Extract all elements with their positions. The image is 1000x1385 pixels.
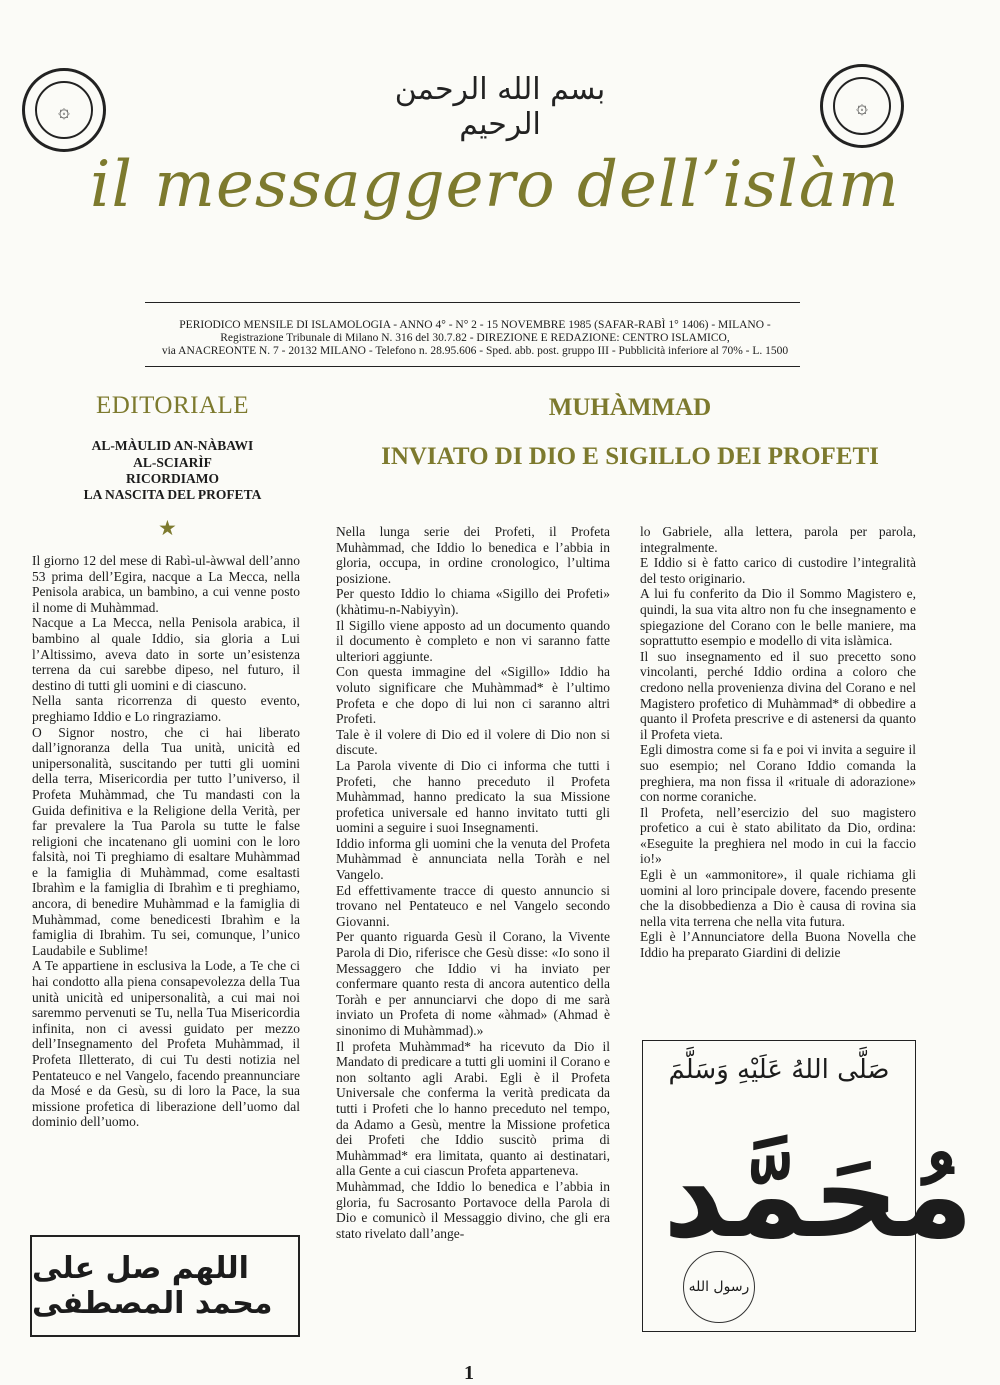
paragraph: Muhàmmad, che Iddio lo benedica e l’abbia in gloria, fu Sacrosanto Portavoce della Parola di Dio e comunicò il Messaggio divino, che gli era stato rivelato dall’ange- xyxy=(336,1178,610,1241)
paragraph: Egli dimostra come si fa e poi vi invita a seguire il suo esempio; nel Corano Iddio comanda la preghiera, ma non fissa il «rituale di adorazione» con norme coraniche. xyxy=(640,742,916,805)
paragraph: La Parola vivente di Dio ci informa che tutti i Profeti, che hanno preceduto il Profeta Muhàmmad, hanno predicato la sua Missione profetica universale ed hanno invitato tutti gli uomini a seguire i suoi Insegnamenti. xyxy=(336,757,610,836)
paragraph: Nacque a La Mecca, nella Penisola arabica, il bambino al quale Iddio, sia gloria a Lui l’Altissimo, aveva dato in sorte un’esistenza terrena da cui sarebbe dipeso, nel futuro, il destino di tutti gli uomini e di ciascuno. xyxy=(32,615,300,693)
paragraph: Tale è il volere di Dio ed il volere di Dio non si discute. xyxy=(336,726,610,758)
paragraph: Il suo insegnamento ed il suo precetto sono vincolanti, perché Iddio ordina a coloro che credono nella provenienza divina del Corano e nel Magistero profetico di Muhàmmad* di obbedire a quanto il Profeta prescrive e di astenersi da quanto il Profeta vieta. xyxy=(640,648,916,742)
paragraph: Egli è un «ammonitore», il quale richiama gli uomini al loro principale dovere, facendo presente che la disobbedienza a Dio è causa di rovina sia nella vita terrena che nella vita futura. xyxy=(640,867,916,929)
muhammad-calligraphy: مُحَمَّد xyxy=(663,1126,974,1265)
paragraph: Per quanto riguarda Gesù il Corano, la Vivente Parola di Dio, riferisce che Gesù disse: «Io sono il Messaggero che Iddio vi ha inviato per confermare quanto resta di ancora autentico della Toràh e per annunciarvi che dopo di me sarà inviato un Profeta di nome «àhmad» (Ahmad è sinonimo di Muhàmmad).» xyxy=(336,929,610,1038)
seal-inner-right: ۞ xyxy=(833,77,891,135)
paragraph: Egli è l’Annunciatore della Buona Novella che Iddio ha preparato Giardini di delizie xyxy=(640,929,916,961)
masthead-title: il messaggero dell’islàm xyxy=(90,148,900,222)
paragraph: Il Profeta, nell’esercizio del suo magistero profetico a cui è stato abilitato da Dio, ordina: «Eseguite la preghiera nel modo in cui la faccio io!» xyxy=(640,804,916,867)
paragraph: Per questo Iddio lo chiama «Sigillo dei Profeti» (khàtimu-n-Nabiyyìn). xyxy=(336,586,610,617)
paragraph: Il Sigillo viene apposto ad un documento quando il documento è completo e non vi saranno fatte ulteriori aggiunte. xyxy=(336,617,610,664)
basmala: بسم الله الرحمن الرحيم xyxy=(394,72,606,142)
article-column-3 xyxy=(640,524,916,961)
editorial-subtitle-1: AL-MÀULID AN-NÀBAWI xyxy=(91,438,254,453)
paragraph: Con questa immagine del «Sigillo» Iddio ha voluto significare che Muhàmmad* è l’ultimo Profeta e che dopo di lui non ci saranno altri Profeti. xyxy=(336,664,610,727)
info-line-3: via ANACREONTE N. 7 - 20132 MILANO - Telefono n. 28.95.606 - Sped. abb. post. gruppo III - Pubblicità inferiore al 70% - L. 1500 xyxy=(161,345,789,357)
page-number: 1 xyxy=(464,1362,474,1384)
editorial-subtitle-3: RICORDIAMO xyxy=(126,471,219,486)
paragraph: O Signor nostro, che ci hai liberato dall’ignoranza della Tua unità, unicità ed unipersonalità, suscitando per tutti gli uomini della terra, Misericordia per tutto l’universo, il Profeta Muhàmmad, che Tu mandasti con la Guida definitiva e la Religione della Verità, per far prevalere la Tua Parola su tutte le false religioni che incatenano gli uomini con le loro falsità, noi Ti preghiamo di esaltare Muhàmmad e la famiglia di Muhàmmad, come esaltasti Ibrahìm e la famiglia di Ibrahìm e ti preghiamo, ancora, di benedire Muhàmmad e la famiglia di Muhàmmad, come benedicesti Ibrahìm e la famiglia di Ibrahìm. Tu sei, comunque, l’unico Laudabile e Sublime! xyxy=(32,724,300,958)
seal-logo-left xyxy=(22,68,106,152)
paragraph: lo Gabriele, alla lettera, parola per parola, integralmente. xyxy=(640,524,916,555)
editorial-subtitle-4: LA NASCITA DEL PROFETA xyxy=(83,487,262,502)
article-subtitle: INVIATO DI DIO E SIGILLO DEI PROFETI xyxy=(381,443,879,470)
kufic-calligraphy: اللهم صل على محمد المصطفى xyxy=(32,1251,273,1321)
editorial-column xyxy=(32,553,300,1130)
paragraph: Il giorno 12 del mese di Rabì-ul-àwwal dell’anno 53 prima dell’Egira, nacque a La Mecca, nella Penisola arabica, un bambino, a cui venne posto il nome di Muhàmmad. xyxy=(32,553,300,615)
muhammad-calligraphy-box xyxy=(642,1040,974,1332)
paragraph: Nella santa ricorrenza di questo evento, preghiamo Iddio e Lo ringraziamo. xyxy=(32,693,300,724)
header-rule-bottom xyxy=(145,366,800,367)
paragraph: Iddio informa gli uomini che la venuta del Profeta Muhàmmad è annunciata nella Toràh e nel Vangelo. xyxy=(336,835,610,883)
paragraph: Il profeta Muhàmmad* ha ricevuto da Dio il Mandato di predicare a tutti gli uomini il Corano e non soltanto agli Arabi. Egli è il Profeta Universale che conferma la verità predicata da tutti i Profeti che lo hanno preceduto nel tempo, da Adamo a Gesù, mentre la Missione profetica dei Profeti che Iddio suscitò prima di Muhàmmad* era limitata, quanto ai destinatari, alla Gente a cui ciascun Profeta apparteneva. xyxy=(336,1038,610,1179)
editorial-subtitle-2: AL-SCIARÌF xyxy=(133,455,212,470)
rasul-allah-seal: رسول الله xyxy=(683,1251,755,1323)
paragraph: E Iddio si è fatto carico di custodire l’integralità del testo originario. xyxy=(640,555,916,586)
editorial-title: EDITORIALE xyxy=(95,392,250,419)
paragraph: Ed effettivamente tracce di questo annuncio si trovano nel Pentateuco e nel Vangelo secondo Giovanni. xyxy=(336,882,610,929)
salawat-text: صَلَّى اللهُ عَلَيْهِ وَسَلَّمَ xyxy=(668,1055,890,1085)
header-rule-top xyxy=(145,302,800,303)
paragraph: A lui fu conferito da Dio il Sommo Magistero e, quindi, la sua vita altro non fu che insegnamento e spiegazione del Corano con le belle maniere, ma soprattutto esempio e modello di vita islàmica. xyxy=(640,586,916,649)
kufic-calligraphy-box xyxy=(30,1235,300,1337)
paragraph: Nella lunga serie dei Profeti, il Profeta Muhàmmad, che Iddio lo benedica e l’abbia in gloria, occupa, in ordine cronologico, l’ultima posizione. xyxy=(336,524,610,586)
info-line-2: Registrazione Tribunale di Milano N. 316 del 30.7.82 - DIREZIONE E REDAZIONE: CENTRO ISLAMICO, xyxy=(220,332,730,344)
seal-logo-right xyxy=(820,64,904,148)
paragraph: A Te appartiene in esclusiva la Lode, a Te che ci hai condotto alla piena consapevolezza della Tua unità unicità ed unipersonalità, a cui mai noi saremmo pervenuti se Tu, nella Tua Misericordia infinita, non ci avessi guidato per mezzo dell’Insegnamento del Profeta Muhàmmad, il Profeta Illetterato, di cui Tu desti notizia nel Pentateuco e nel Vangelo, facendo preannunciare da Mosé e da Gesù, su di loro la Pace, la sua missione profetica di liberazione dell’uomo dal dominio dell’uomo. xyxy=(32,958,300,1130)
star-icon: ★ xyxy=(158,516,177,540)
article-column-2 xyxy=(336,524,610,1241)
info-line-1: PERIODICO MENSILE DI ISLAMOLOGIA - ANNO 4° - N° 2 - 15 NOVEMBRE 1985 (SAFAR-RABÌ 1° 1406) - MILANO - xyxy=(179,319,771,331)
article-title: MUHÀMMAD xyxy=(548,394,712,421)
seal-inner-left: ۞ xyxy=(35,81,93,139)
